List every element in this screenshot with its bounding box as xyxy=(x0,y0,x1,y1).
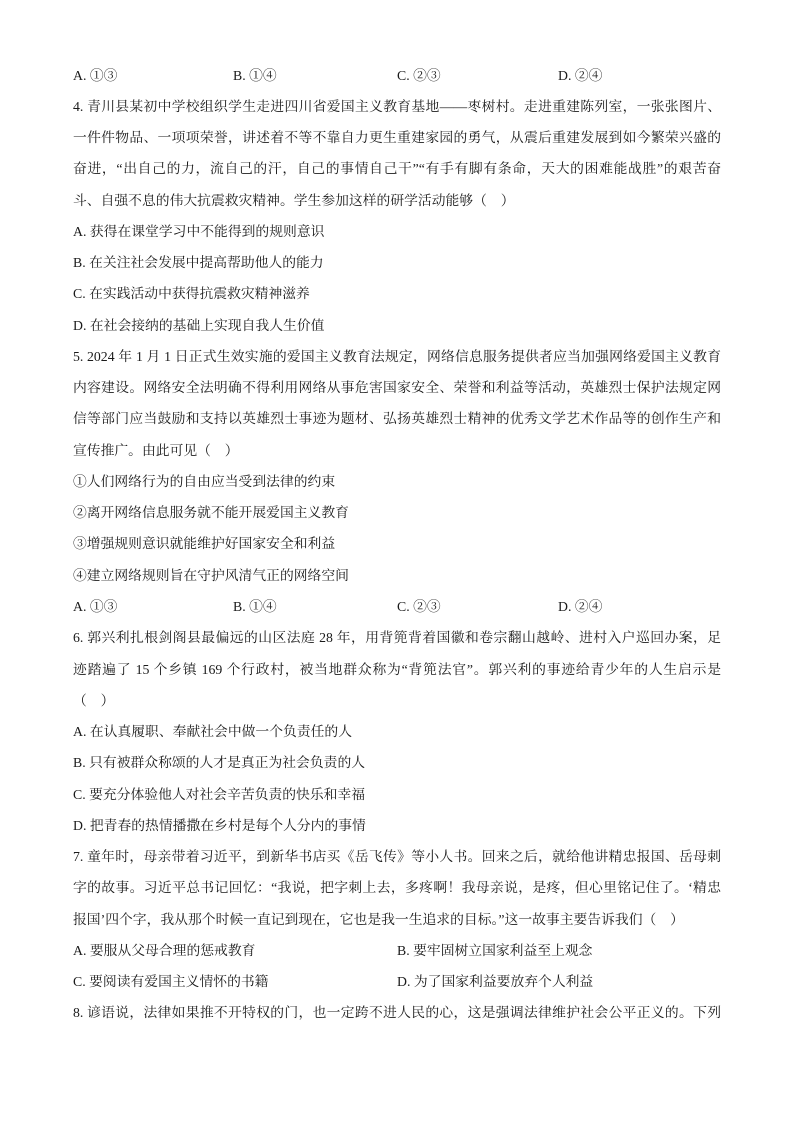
statement-1: ①人们网络行为的自由应当受到法律的约束 xyxy=(73,473,336,489)
option-c: C. 要阅读有爱国主义情怀的书籍 xyxy=(73,974,269,990)
question-stem-line: 信等部门应当鼓励和支持以英雄烈士事迹为题材、弘扬英雄烈士精神的优秀文学艺术作品等的创作生产和 xyxy=(73,411,721,427)
option-c: C. ②③ xyxy=(397,599,441,615)
option-c: C. 在实践活动中获得抗震救灾精神滋养 xyxy=(73,286,310,302)
question-stem-line: 字的故事。习近平总书记回忆：“我说，把字刺上去，多疼啊！我母亲说，是疼，但心里铭记住了。‘精忠 xyxy=(73,880,721,896)
q5-options-row xyxy=(73,591,721,622)
option-d: D. ②④ xyxy=(558,67,603,83)
question-4 xyxy=(73,91,721,341)
question-stem-line: 8. 谚语说，法律如果推不开特权的门，也一定跨不进人民的心，这是强调法律维护社会公平正义的。下列 xyxy=(73,1005,721,1021)
option-d: D. ②④ xyxy=(558,599,603,615)
question-6 xyxy=(73,622,721,841)
page-content xyxy=(73,60,721,1029)
question-stem-line: 宣传推广。由此可见（ ） xyxy=(73,442,239,458)
option-b: B. 要牢固树立国家利益至上观念 xyxy=(397,942,593,958)
option-a: A. ①③ xyxy=(73,599,118,615)
statement-2: ②离开网络信息服务就不能开展爱国主义教育 xyxy=(73,505,349,521)
q7-options-row-1 xyxy=(73,935,721,966)
question-stem-line: 内容建设。网络安全法明确不得利用网络从事危害国家安全、荣誉和利益等活动，英雄烈士保护法规定网 xyxy=(73,380,721,396)
statement-4: ④建立网络规则旨在守护风清气正的网络空间 xyxy=(73,567,349,583)
q3-options-row xyxy=(73,60,721,91)
question-8 xyxy=(73,997,721,1028)
option-b: B. 在关注社会发展中提高帮助他人的能力 xyxy=(73,255,324,271)
option-a: A. 在认真履职、奉献社会中做一个负责任的人 xyxy=(73,724,353,740)
option-a: A. 要服从父母合理的惩戒教育 xyxy=(73,942,256,958)
option-d: D. 为了国家利益要放弃个人利益 xyxy=(397,974,594,990)
question-7 xyxy=(73,841,721,997)
option-d: D. 在社会接纳的基础上实现自我人生价值 xyxy=(73,317,325,333)
statement-3: ③增强规则意识就能维护好国家安全和利益 xyxy=(73,536,336,552)
option-b: B. 只有被群众称颂的人才是真正为社会负责的人 xyxy=(73,755,366,771)
option-b: B. ①④ xyxy=(233,67,277,83)
question-stem-line: 斗、自强不息的伟大抗震救灾精神。学生参加这样的研学活动能够（ ） xyxy=(73,192,515,208)
option-c: C. 要充分体验他人对社会辛苦负责的快乐和幸福 xyxy=(73,786,366,802)
question-stem-line: 7. 童年时，母亲带着习近平，到新华书店买《岳飞传》等小人书。回来之后，就给他讲精忠报国、岳母刺 xyxy=(73,849,721,865)
option-a: A. ①③ xyxy=(73,67,118,83)
question-stem-line: 一件件物品、一项项荣誉，讲述着不等不靠自力更生重建家园的勇气，从震后重建发展到如今繁荣兴盛的 xyxy=(73,130,721,146)
question-stem-line: 4. 青川县某初中学校组织学生走进四川省爱国主义教育基地——枣树村。走进重建陈列室，一张张图片、 xyxy=(73,98,721,114)
option-d: D. 把青春的热情播撒在乡村是每个人分内的事情 xyxy=(73,817,366,833)
option-a: A. 获得在课堂学习中不能得到的规则意识 xyxy=(73,223,325,239)
option-c: C. ②③ xyxy=(397,67,441,83)
question-stem-line: 5. 2024 年 1 月 1 日正式生效实施的爱国主义教育法规定，网络信息服务提供者应当加强网络爱国主义教育 xyxy=(73,348,721,364)
question-stem-line: 6. 郭兴利扎根剑阁县最偏远的山区法庭 28 年，用背篼背着国徽和卷宗翻山越岭、进村入户巡回办案，足 xyxy=(73,630,721,646)
question-stem-line: 奋进，“出自己的力，流自己的汗，自己的事情自己干”“有手有脚有条命，天大的困难能战胜”的艰苦奋 xyxy=(73,161,721,177)
question-stem-line: 报国’四个字，我从那个时候一直记到现在，它也是我一生追求的目标。”这一故事主要告诉我们（ ） xyxy=(73,911,684,927)
question-5 xyxy=(73,341,721,622)
answer-parentheses: （ ） xyxy=(73,692,115,708)
q7-options-row-2 xyxy=(73,966,721,997)
option-b: B. ①④ xyxy=(233,599,277,615)
question-stem-line: 迹踏遍了 15 个乡镇 169 个行政村，被当地群众称为“背篼法官”。郭兴利的事迹给青少年的人生启示是 xyxy=(73,661,721,677)
